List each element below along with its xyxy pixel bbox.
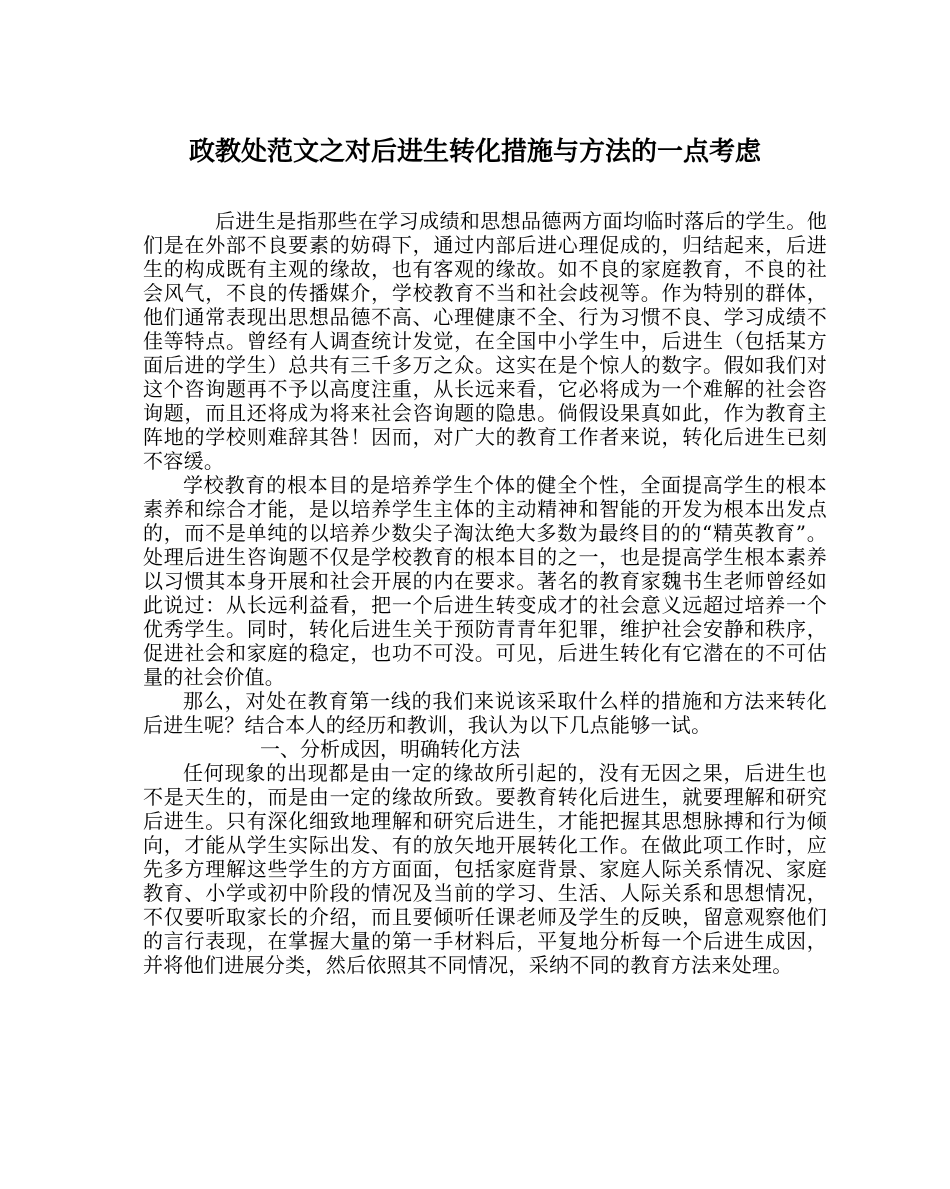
paragraph-4: 任何现象的出现都是由一定的缘故所引起的，没有无因之果，后进生也不是天生的，而是由一定的缘故所致。要教育转化后进生，就要理解和研究后进生。只有深化细致地理解和研究后进生，才能把握其思想脉搏和行为倾向，才能从学生实际出发、有的放矢地开展转化工作。在做此项工作时，应先多方理解这些学生的方方面面，包括家庭背景、家庭人际关系情况、家庭教育、小学或初中阶段的情况及当前的学习、生活、人际关系和思想情况，不仅要听取家长的介绍，而且要倾听任课老师及学生的反映，留意观察他们的言行表现，在掌握大量的第一手材料后，平复地分析每一个后进生成因，并将他们进展分类，然后依照其不同情况，采纳不同的教育方法来处理。 bbox=[143, 761, 827, 977]
paragraph-2: 学校教育的根本目的是培养学生个体的健全个性，全面提高学生的根本素养和综合才能，是以培养学生主体的主动精神和智能的开发为根本出发点的，而不是单纯的以培养少数尖子淘汰绝大多数为最终目的的“精英教育”。处理后进生咨询题不仅是学校教育的根本目的之一，也是提高学生根本素养以习惯其本身开展和社会开展的内在要求。著名的教育家魏书生老师曾经如此说过：从长远利益看，把一个后进生转变成才的社会意义远超过培养一个优秀学生。同时，转化后进生关于预防青青年犯罪，维护社会安静和秩序，促进社会和家庭的稳定，也功不可没。可见，后进生转化有它潜在的不可估量的社会价值。 bbox=[143, 473, 827, 689]
document-body bbox=[143, 209, 827, 977]
document-title: 政教处范文之对后进生转化措施与方法的一点考虑 bbox=[188, 137, 761, 167]
paragraph-3: 那么，对处在教育第一线的我们来说该采取什么样的措施和方法来转化后进生呢？结合本人的经历和教训，我认为以下几点能够一试。 bbox=[143, 689, 827, 737]
section-heading: 一、分析成因，明确转化方法 bbox=[260, 737, 520, 761]
paragraph-1: 后进生是指那些在学习成绩和思想品德两方面均临时落后的学生。他们是在外部不良要素的妨碍下，通过内部后进心理促成的，归结起来，后进生的构成既有主观的缘故，也有客观的缘故。如不良的家庭教育，不良的社会风气，不良的传播媒介，学校教育不当和社会歧视等。作为特别的群体，他们通常表现出思想品德不高、心理健康不全、行为习惯不良、学习成绩不佳等特点。曾经有人调查统计发觉，在全国中小学生中，后进生（包括某方面后进的学生）总共有三千多万之众。这实在是个惊人的数字。假如我们对这个咨询题再不予以高度注重，从长远来看，它必将成为一个难解的社会咨询题，而且还将成为将来社会咨询题的隐患。倘假设果真如此，作为教育主阵地的学校则难辞其咎！因而，对广大的教育工作者来说，转化后进生已刻不容缓。 bbox=[143, 209, 827, 473]
